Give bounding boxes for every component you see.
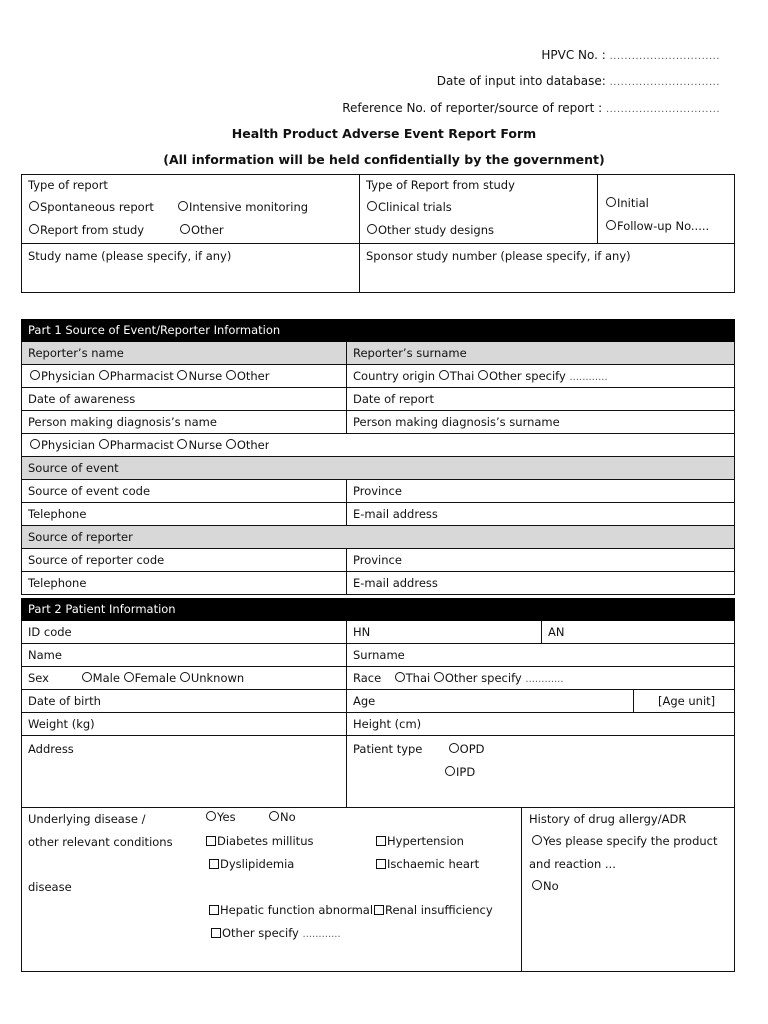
radio-icon[interactable] — [478, 370, 488, 380]
form-title: Health Product Adverse Event Report Form — [231, 126, 537, 141]
hpvc-dots[interactable]: .............................. — [609, 51, 720, 62]
checkbox-icon[interactable] — [206, 836, 216, 846]
checkbox-icon[interactable] — [209, 859, 219, 869]
source-reporter-header — [21, 526, 735, 549]
radio-icon[interactable] — [434, 672, 444, 682]
other-specify-option[interactable] — [478, 369, 566, 383]
event-email-field[interactable]: E-mail address — [353, 507, 438, 521]
patient-name-field[interactable]: Name — [22, 644, 347, 666]
source-reporter-code-field[interactable]: Source of reporter code — [22, 549, 347, 571]
option-label: Hypertension — [387, 834, 464, 848]
an-field[interactable]: AN — [548, 625, 565, 639]
option-label: Other specify — [222, 926, 299, 940]
ipd-option[interactable] — [445, 765, 475, 779]
race-field — [347, 667, 564, 689]
option-label: OPD — [459, 742, 485, 756]
height-field[interactable]: Height (cm) — [353, 717, 422, 731]
nurse-option[interactable] — [177, 438, 222, 452]
option-label: Yes — [217, 810, 236, 824]
patient-type-field — [347, 736, 727, 807]
type-of-report-label: Type of report — [28, 178, 108, 192]
other-specify-dots[interactable]: ............ — [302, 929, 341, 940]
age-field[interactable]: Age — [347, 690, 634, 712]
other-option[interactable] — [226, 438, 270, 452]
hypertension-checkbox[interactable] — [376, 834, 464, 848]
option-label: Initial — [617, 196, 649, 210]
radio-icon[interactable] — [180, 224, 190, 234]
event-telephone-field[interactable]: Telephone — [22, 503, 347, 525]
option-label: IPD — [456, 765, 476, 779]
reporter-name-row — [21, 342, 735, 365]
date-input-label: Date of input into database: — [436, 74, 606, 88]
event-province-field[interactable]: Province — [353, 484, 402, 498]
other-conditions-label: other relevant conditions — [28, 835, 173, 849]
option-label: Yes please specify the product — [543, 834, 718, 848]
option-label: Other specify — [488, 369, 566, 383]
option-label: Report from study — [40, 223, 145, 237]
follow-up-option[interactable] — [606, 219, 709, 233]
radio-icon[interactable] — [532, 880, 542, 890]
hn-field[interactable]: HN — [347, 621, 542, 643]
radio-icon[interactable] — [206, 811, 216, 821]
date-report-field[interactable]: Date of report — [353, 392, 435, 406]
address-field[interactable]: Address — [22, 736, 347, 807]
checkbox-icon[interactable] — [211, 928, 221, 938]
radio-icon[interactable] — [178, 201, 188, 211]
checkbox-icon[interactable] — [376, 859, 386, 869]
reporter-province-field[interactable]: Province — [353, 553, 402, 567]
option-label: Renal insufficiency — [385, 903, 493, 917]
allergy-no-option[interactable] — [532, 879, 559, 893]
checkbox-icon[interactable] — [376, 836, 386, 846]
physician-option[interactable] — [30, 369, 95, 383]
option-label: Dyslipidemia — [220, 857, 295, 871]
radio-icon[interactable] — [177, 439, 187, 449]
underlying-disease-label: Underlying disease / — [28, 812, 146, 826]
part2-title: Part 2 Patient Information — [28, 602, 176, 616]
radio-icon[interactable] — [177, 370, 187, 380]
weight-height-row — [21, 713, 735, 736]
pharmacist-option[interactable] — [99, 438, 174, 452]
radio-icon[interactable] — [439, 370, 449, 380]
divider — [21, 243, 735, 244]
option-label: Clinical trials — [378, 200, 452, 214]
intensive-monitoring-option[interactable] — [178, 200, 308, 214]
male-option[interactable] — [82, 671, 120, 685]
race-label: Race — [353, 671, 382, 685]
reference-number-field — [342, 101, 720, 115]
radio-icon[interactable] — [29, 224, 39, 234]
patient-name-row — [21, 644, 735, 667]
part1-header — [21, 319, 735, 342]
reporter-contact-row — [21, 572, 735, 595]
nurse-option[interactable] — [177, 369, 222, 383]
reporter-profession-row — [21, 365, 735, 388]
sex-race-row — [21, 667, 735, 690]
option-label: Hepatic function abnormal — [220, 903, 374, 917]
hepatic-checkbox[interactable] — [209, 903, 373, 917]
diabetes-checkbox[interactable] — [206, 834, 313, 848]
event-contact-row — [21, 503, 735, 526]
female-option[interactable] — [124, 671, 177, 685]
reporter-telephone-field[interactable]: Telephone — [22, 572, 347, 594]
option-label: Female — [134, 671, 177, 685]
radio-icon[interactable] — [532, 835, 542, 845]
source-event-code-field[interactable]: Source of event code — [22, 480, 347, 502]
ischaemic-checkbox[interactable] — [376, 857, 479, 871]
radio-icon[interactable] — [395, 672, 405, 682]
option-label: Spontaneous report — [40, 200, 154, 214]
clinical-trials-option[interactable] — [367, 200, 452, 214]
other-study-designs-option[interactable] — [367, 223, 494, 237]
sponsor-study-label: Sponsor study number (please specify, if any) — [366, 249, 631, 263]
radio-icon[interactable] — [30, 370, 40, 380]
other-specify-dots[interactable]: ............ — [525, 674, 564, 685]
reporter-profession-options — [22, 365, 347, 387]
reference-dots[interactable]: ............................... — [605, 104, 720, 115]
radio-icon[interactable] — [445, 766, 455, 776]
diagnosis-name-row — [21, 411, 735, 434]
id-row — [21, 621, 735, 644]
part1-title: Part 1 Source of Event/Reporter Information — [28, 323, 281, 337]
sex-label: Sex — [28, 671, 49, 685]
sex-field — [22, 667, 347, 689]
physician-option[interactable] — [30, 438, 95, 452]
dob-field[interactable]: Date of birth — [22, 690, 347, 712]
initial-option[interactable] — [606, 196, 649, 210]
country-origin-field — [347, 365, 608, 387]
checkbox-icon[interactable] — [374, 905, 384, 915]
option-label: Physician — [41, 438, 96, 452]
other-report-option[interactable] — [180, 223, 224, 237]
spontaneous-report-option[interactable] — [29, 200, 154, 214]
hpvc-number — [541, 48, 720, 62]
source-reporter-code-row — [21, 549, 735, 572]
pharmacist-option[interactable] — [99, 369, 174, 383]
diagnosis-profession-row — [21, 434, 735, 457]
study-name-label: Study name (please specify, if any) — [28, 249, 232, 263]
option-label: No — [543, 879, 559, 893]
renal-checkbox[interactable] — [374, 903, 493, 917]
radio-icon[interactable] — [99, 370, 109, 380]
thai-option[interactable] — [395, 671, 431, 685]
radio-icon[interactable] — [29, 201, 39, 211]
option-label: Unknown — [190, 671, 245, 685]
dob-age-row — [21, 690, 735, 713]
date-awareness-field[interactable]: Date of awareness — [22, 388, 347, 410]
diagnosis-profession-options — [22, 434, 269, 456]
type-from-study-label: Type of Report from study — [366, 178, 515, 192]
id-code-field[interactable]: ID code — [22, 621, 347, 643]
radio-icon[interactable] — [99, 439, 109, 449]
other-specify-dots[interactable]: ............ — [569, 372, 608, 383]
option-label: Thai — [405, 671, 431, 685]
option-label: Pharmacist — [109, 369, 174, 383]
opd-option[interactable] — [449, 742, 485, 756]
reporter-email-field[interactable]: E-mail address — [353, 576, 438, 590]
hpvc-label: HPVC No. : — [541, 48, 606, 62]
dates-row — [21, 388, 735, 411]
reference-label: Reference No. of reporter/source of report : — [342, 101, 603, 115]
weight-field[interactable]: Weight (kg) — [22, 713, 347, 735]
diagnosis-surname-field[interactable]: Person making diagnosis’s surname — [353, 415, 560, 429]
option-label: Pharmacist — [109, 438, 174, 452]
radio-icon[interactable] — [180, 672, 190, 682]
option-label: Male — [92, 671, 120, 685]
disease-label: disease — [28, 880, 72, 894]
unknown-option[interactable] — [180, 671, 244, 685]
country-origin-label: Country origin — [353, 369, 436, 383]
checkbox-icon[interactable] — [209, 905, 219, 915]
divider — [521, 807, 522, 972]
allergy-yes-option[interactable] — [532, 834, 718, 848]
patient-surname-field[interactable]: Surname — [353, 648, 405, 662]
other-specify-checkbox[interactable] — [211, 926, 341, 940]
allergy-label: History of drug allergy/ADR — [529, 812, 687, 826]
allergy-reaction-label[interactable]: and reaction ... — [529, 857, 616, 871]
thai-option[interactable] — [439, 369, 475, 383]
disease-no-option[interactable] — [269, 810, 296, 824]
source-event-code-row — [21, 480, 735, 503]
radio-icon[interactable] — [449, 743, 459, 753]
part2-header — [21, 598, 735, 621]
report-from-study-option[interactable] — [29, 223, 144, 237]
radio-icon[interactable] — [226, 370, 236, 380]
radio-icon[interactable] — [82, 672, 92, 682]
option-label: Diabetes millitus — [217, 834, 314, 848]
date-input-dots[interactable]: .............................. — [609, 77, 720, 88]
radio-icon[interactable] — [606, 220, 616, 230]
reporter-surname-field[interactable]: Reporter’s surname — [353, 346, 467, 360]
age-unit-field[interactable]: [Age unit] — [658, 694, 716, 708]
form-subtitle: (All information will be held confidentially by the government) — [163, 152, 605, 167]
address-row — [21, 736, 735, 808]
other-specify-option[interactable] — [434, 671, 522, 685]
source-event-label: Source of event — [28, 461, 119, 475]
radio-icon[interactable] — [367, 224, 377, 234]
option-label: Follow-up No..... — [617, 219, 710, 233]
option-label: Nurse — [188, 438, 223, 452]
disease-yes-option[interactable] — [206, 810, 236, 824]
divider — [359, 174, 360, 293]
diagnosis-name-field[interactable]: Person making diagnosis’s name — [22, 411, 347, 433]
option-label: Other study designs — [378, 223, 494, 237]
option-label: Ischaemic heart — [387, 857, 480, 871]
patient-type-label: Patient type — [353, 742, 423, 756]
radio-icon[interactable] — [269, 811, 279, 821]
radio-icon[interactable] — [226, 439, 236, 449]
option-label: Other — [236, 438, 270, 452]
radio-icon[interactable] — [606, 197, 616, 207]
disease-box — [21, 807, 735, 972]
option-label: Physician — [41, 369, 96, 383]
option-label: Other — [191, 223, 224, 237]
option-label: Thai — [449, 369, 475, 383]
source-reporter-label: Source of reporter — [28, 530, 133, 544]
option-label: Intensive monitoring — [189, 200, 309, 214]
radio-icon[interactable] — [124, 672, 134, 682]
option-label: Other specify — [444, 671, 522, 685]
other-option[interactable] — [226, 369, 270, 383]
divider — [597, 174, 598, 243]
radio-icon[interactable] — [30, 439, 40, 449]
date-input-field — [437, 74, 720, 88]
dyslipidemia-checkbox[interactable] — [209, 857, 294, 871]
reporter-name-field[interactable]: Reporter’s name — [22, 342, 347, 364]
option-label: Other — [236, 369, 270, 383]
option-label: Nurse — [188, 369, 223, 383]
radio-icon[interactable] — [367, 201, 377, 211]
source-event-header — [21, 457, 735, 480]
option-label: No — [280, 810, 296, 824]
